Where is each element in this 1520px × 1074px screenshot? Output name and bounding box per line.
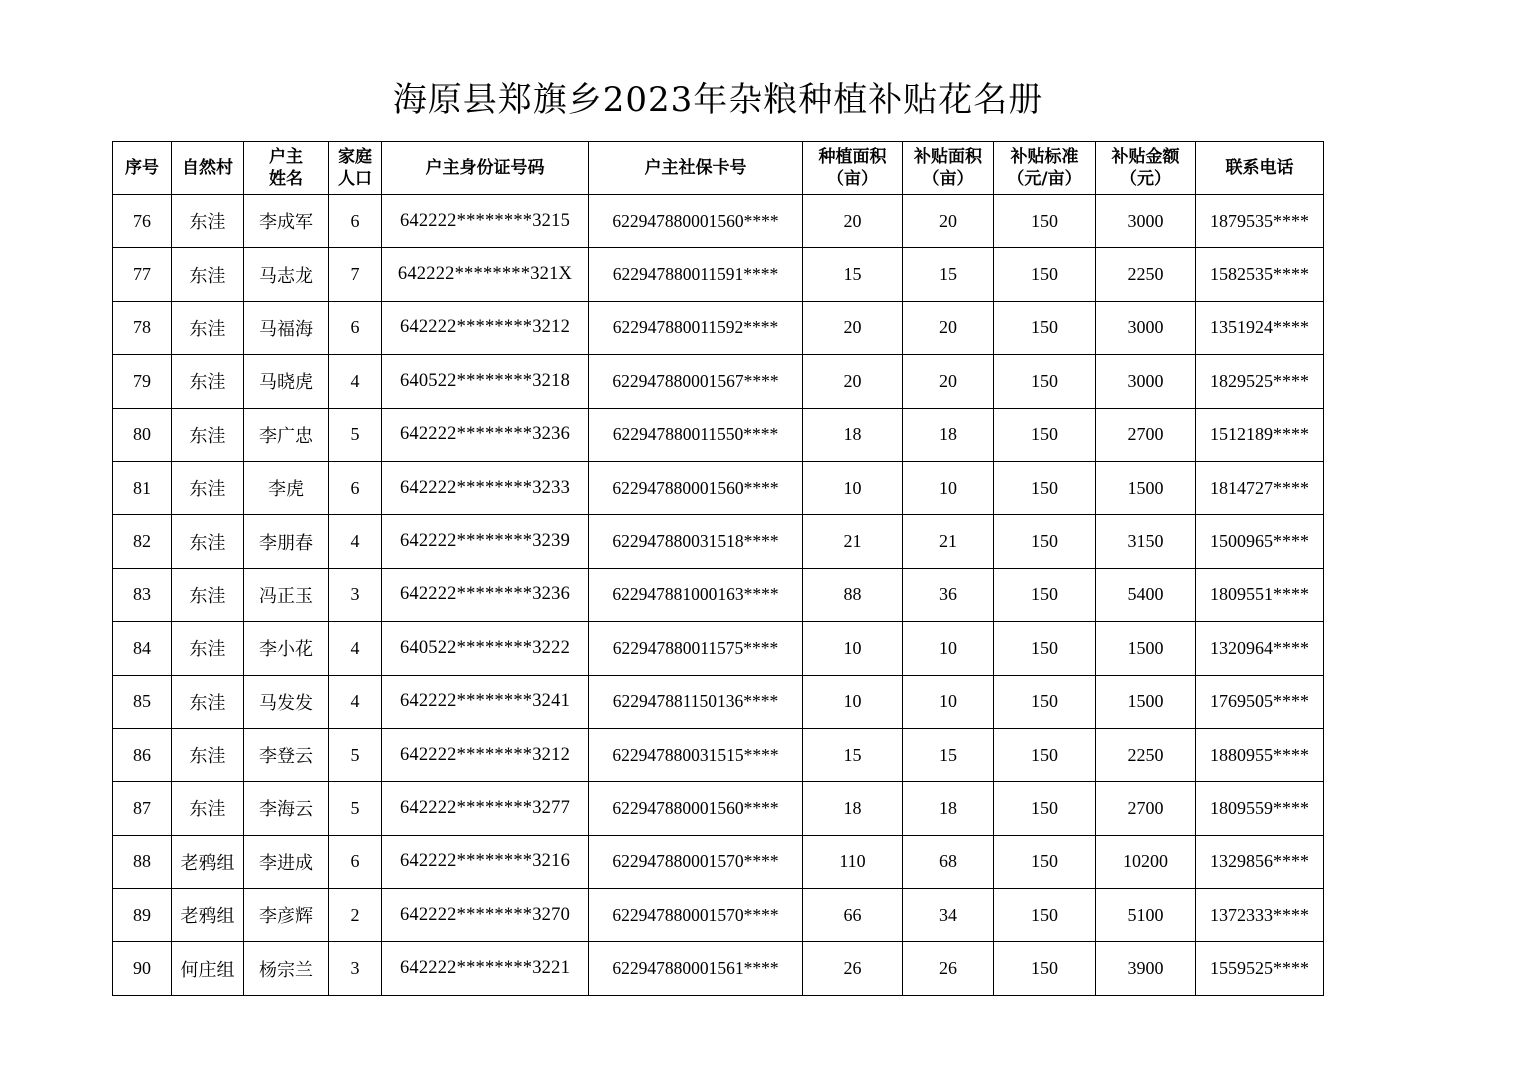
cell-village: 老鸦组 xyxy=(172,889,244,942)
cell-amount: 3000 xyxy=(1096,355,1196,408)
cell-subsidy-area: 36 xyxy=(903,568,994,621)
table-header-row xyxy=(113,142,1324,195)
cell-plant-area: 15 xyxy=(803,728,903,781)
header-amount: 补贴金额 （元） xyxy=(1096,142,1196,195)
cell-amount: 3150 xyxy=(1096,515,1196,568)
cell-subsidy-area: 10 xyxy=(903,675,994,728)
cell-seq: 79 xyxy=(113,355,172,408)
cell-plant-area: 110 xyxy=(803,835,903,888)
cell-seq: 80 xyxy=(113,408,172,461)
table-row xyxy=(113,461,1324,514)
cell-standard: 150 xyxy=(994,515,1096,568)
cell-name: 李海云 xyxy=(244,782,329,835)
cell-standard: 150 xyxy=(994,301,1096,354)
header-standard: 补贴标准 （元/亩） xyxy=(994,142,1096,195)
cell-standard: 150 xyxy=(994,942,1096,995)
cell-phone: 1814727**** xyxy=(1196,461,1324,514)
header-family: 家庭 人口 xyxy=(329,142,382,195)
cell-card: 622947880011591**** xyxy=(589,248,803,301)
cell-name: 马晓虎 xyxy=(244,355,329,408)
table-row xyxy=(113,301,1324,354)
cell-name: 李广忠 xyxy=(244,408,329,461)
cell-subsidy-area: 20 xyxy=(903,355,994,408)
header-subsidy-area: 补贴面积 （亩） xyxy=(903,142,994,195)
cell-plant-area: 20 xyxy=(803,301,903,354)
cell-village: 东洼 xyxy=(172,782,244,835)
cell-card: 622947880001570**** xyxy=(589,889,803,942)
header-seq: 序号 xyxy=(113,142,172,195)
cell-family: 3 xyxy=(329,568,382,621)
cell-plant-area: 10 xyxy=(803,622,903,675)
cell-amount: 3900 xyxy=(1096,942,1196,995)
header-phone: 联系电话 xyxy=(1196,142,1324,195)
cell-plant-area: 18 xyxy=(803,782,903,835)
cell-id: 642222********3216 xyxy=(382,835,589,888)
cell-name: 杨宗兰 xyxy=(244,942,329,995)
cell-seq: 84 xyxy=(113,622,172,675)
cell-plant-area: 26 xyxy=(803,942,903,995)
cell-name: 李虎 xyxy=(244,461,329,514)
cell-plant-area: 10 xyxy=(803,461,903,514)
cell-id: 642222********3241 xyxy=(382,675,589,728)
cell-amount: 5100 xyxy=(1096,889,1196,942)
subsidy-roster-table xyxy=(112,141,1324,996)
cell-id: 642222********3270 xyxy=(382,889,589,942)
cell-plant-area: 18 xyxy=(803,408,903,461)
table-row xyxy=(113,622,1324,675)
cell-amount: 2250 xyxy=(1096,728,1196,781)
cell-family: 5 xyxy=(329,782,382,835)
cell-seq: 82 xyxy=(113,515,172,568)
cell-standard: 150 xyxy=(994,835,1096,888)
cell-id: 642222********321X xyxy=(382,248,589,301)
cell-phone: 1829525**** xyxy=(1196,355,1324,408)
cell-plant-area: 20 xyxy=(803,355,903,408)
cell-family: 2 xyxy=(329,889,382,942)
cell-card: 622947880001561**** xyxy=(589,942,803,995)
cell-standard: 150 xyxy=(994,408,1096,461)
cell-standard: 150 xyxy=(994,568,1096,621)
cell-card: 622947880031515**** xyxy=(589,728,803,781)
cell-plant-area: 10 xyxy=(803,675,903,728)
cell-name: 李成军 xyxy=(244,195,329,248)
cell-card: 622947880001560**** xyxy=(589,782,803,835)
cell-id: 642222********3215 xyxy=(382,195,589,248)
cell-family: 6 xyxy=(329,461,382,514)
cell-seq: 86 xyxy=(113,728,172,781)
header-village: 自然村 xyxy=(172,142,244,195)
cell-amount: 1500 xyxy=(1096,461,1196,514)
cell-phone: 1512189**** xyxy=(1196,408,1324,461)
cell-village: 东洼 xyxy=(172,568,244,621)
header-name: 户主 姓名 xyxy=(244,142,329,195)
table-row xyxy=(113,675,1324,728)
cell-phone: 1329856**** xyxy=(1196,835,1324,888)
cell-name: 李登云 xyxy=(244,728,329,781)
cell-standard: 150 xyxy=(994,355,1096,408)
table-row xyxy=(113,728,1324,781)
cell-standard: 150 xyxy=(994,622,1096,675)
cell-phone: 1769505**** xyxy=(1196,675,1324,728)
cell-phone: 1879535**** xyxy=(1196,195,1324,248)
cell-seq: 89 xyxy=(113,889,172,942)
cell-amount: 1500 xyxy=(1096,622,1196,675)
cell-seq: 83 xyxy=(113,568,172,621)
table-row xyxy=(113,248,1324,301)
cell-plant-area: 20 xyxy=(803,195,903,248)
cell-plant-area: 66 xyxy=(803,889,903,942)
table-row xyxy=(113,889,1324,942)
cell-phone: 1320964**** xyxy=(1196,622,1324,675)
cell-phone: 1809559**** xyxy=(1196,782,1324,835)
cell-seq: 88 xyxy=(113,835,172,888)
cell-id: 642222********3239 xyxy=(382,515,589,568)
cell-id: 640522********3218 xyxy=(382,355,589,408)
cell-id: 642222********3277 xyxy=(382,782,589,835)
cell-village: 东洼 xyxy=(172,301,244,354)
cell-standard: 150 xyxy=(994,675,1096,728)
cell-subsidy-area: 34 xyxy=(903,889,994,942)
cell-village: 东洼 xyxy=(172,622,244,675)
cell-seq: 76 xyxy=(113,195,172,248)
cell-id: 640522********3222 xyxy=(382,622,589,675)
cell-village: 东洼 xyxy=(172,675,244,728)
cell-amount: 2700 xyxy=(1096,782,1196,835)
cell-card: 622947881000163**** xyxy=(589,568,803,621)
cell-subsidy-area: 15 xyxy=(903,728,994,781)
cell-amount: 3000 xyxy=(1096,301,1196,354)
cell-name: 李朋春 xyxy=(244,515,329,568)
cell-amount: 2700 xyxy=(1096,408,1196,461)
cell-village: 老鸦组 xyxy=(172,835,244,888)
cell-amount: 5400 xyxy=(1096,568,1196,621)
page-title: 海原县郑旗乡2023年杂粮种植补贴花名册 xyxy=(392,80,1044,120)
cell-id: 642222********3236 xyxy=(382,408,589,461)
cell-standard: 150 xyxy=(994,782,1096,835)
cell-standard: 150 xyxy=(994,195,1096,248)
cell-subsidy-area: 68 xyxy=(903,835,994,888)
cell-village: 东洼 xyxy=(172,515,244,568)
cell-standard: 150 xyxy=(994,889,1096,942)
cell-village: 东洼 xyxy=(172,355,244,408)
cell-card: 622947880031518**** xyxy=(589,515,803,568)
cell-subsidy-area: 26 xyxy=(903,942,994,995)
cell-family: 3 xyxy=(329,942,382,995)
cell-card: 622947880001560**** xyxy=(589,195,803,248)
cell-village: 东洼 xyxy=(172,461,244,514)
cell-standard: 150 xyxy=(994,461,1096,514)
cell-phone: 1809551**** xyxy=(1196,568,1324,621)
cell-phone: 1880955**** xyxy=(1196,728,1324,781)
cell-card: 622947880001570**** xyxy=(589,835,803,888)
cell-family: 6 xyxy=(329,835,382,888)
cell-seq: 90 xyxy=(113,942,172,995)
cell-seq: 77 xyxy=(113,248,172,301)
cell-standard: 150 xyxy=(994,248,1096,301)
table-row xyxy=(113,942,1324,995)
table-row xyxy=(113,782,1324,835)
cell-seq: 87 xyxy=(113,782,172,835)
cell-village: 东洼 xyxy=(172,195,244,248)
table-row xyxy=(113,835,1324,888)
cell-id: 642222********3236 xyxy=(382,568,589,621)
cell-name: 冯正玉 xyxy=(244,568,329,621)
table-row xyxy=(113,355,1324,408)
cell-seq: 78 xyxy=(113,301,172,354)
cell-plant-area: 88 xyxy=(803,568,903,621)
cell-seq: 81 xyxy=(113,461,172,514)
cell-family: 4 xyxy=(329,675,382,728)
cell-subsidy-area: 18 xyxy=(903,408,994,461)
cell-subsidy-area: 20 xyxy=(903,301,994,354)
table-row xyxy=(113,515,1324,568)
cell-village: 何庄组 xyxy=(172,942,244,995)
cell-standard: 150 xyxy=(994,728,1096,781)
cell-name: 李小花 xyxy=(244,622,329,675)
cell-card: 622947880001560**** xyxy=(589,461,803,514)
table-row xyxy=(113,195,1324,248)
header-id: 户主身份证号码 xyxy=(382,142,589,195)
table-row xyxy=(113,568,1324,621)
cell-village: 东洼 xyxy=(172,248,244,301)
cell-amount: 3000 xyxy=(1096,195,1196,248)
cell-subsidy-area: 10 xyxy=(903,622,994,675)
cell-phone: 1582535**** xyxy=(1196,248,1324,301)
cell-family: 6 xyxy=(329,301,382,354)
cell-subsidy-area: 18 xyxy=(903,782,994,835)
cell-id: 642222********3221 xyxy=(382,942,589,995)
cell-amount: 1500 xyxy=(1096,675,1196,728)
cell-name: 马发发 xyxy=(244,675,329,728)
header-plant-area: 种植面积 （亩） xyxy=(803,142,903,195)
cell-id: 642222********3233 xyxy=(382,461,589,514)
header-card: 户主社保卡号 xyxy=(589,142,803,195)
cell-card: 622947880001567**** xyxy=(589,355,803,408)
cell-family: 5 xyxy=(329,728,382,781)
cell-phone: 1500965**** xyxy=(1196,515,1324,568)
cell-phone: 1351924**** xyxy=(1196,301,1324,354)
cell-family: 6 xyxy=(329,195,382,248)
cell-name: 李彦辉 xyxy=(244,889,329,942)
cell-plant-area: 21 xyxy=(803,515,903,568)
cell-card: 622947880011550**** xyxy=(589,408,803,461)
cell-plant-area: 15 xyxy=(803,248,903,301)
cell-card: 622947880011592**** xyxy=(589,301,803,354)
cell-card: 622947880011575**** xyxy=(589,622,803,675)
cell-family: 5 xyxy=(329,408,382,461)
cell-name: 李进成 xyxy=(244,835,329,888)
cell-subsidy-area: 10 xyxy=(903,461,994,514)
cell-village: 东洼 xyxy=(172,408,244,461)
table-row xyxy=(113,408,1324,461)
cell-amount: 10200 xyxy=(1096,835,1196,888)
cell-name: 马志龙 xyxy=(244,248,329,301)
cell-family: 4 xyxy=(329,622,382,675)
cell-amount: 2250 xyxy=(1096,248,1196,301)
cell-id: 642222********3212 xyxy=(382,301,589,354)
cell-subsidy-area: 20 xyxy=(903,195,994,248)
cell-id: 642222********3212 xyxy=(382,728,589,781)
cell-phone: 1372333**** xyxy=(1196,889,1324,942)
cell-name: 马福海 xyxy=(244,301,329,354)
cell-phone: 1559525**** xyxy=(1196,942,1324,995)
cell-card: 622947881150136**** xyxy=(589,675,803,728)
cell-subsidy-area: 21 xyxy=(903,515,994,568)
cell-family: 4 xyxy=(329,515,382,568)
cell-subsidy-area: 15 xyxy=(903,248,994,301)
cell-seq: 85 xyxy=(113,675,172,728)
cell-family: 7 xyxy=(329,248,382,301)
cell-village: 东洼 xyxy=(172,728,244,781)
cell-family: 4 xyxy=(329,355,382,408)
